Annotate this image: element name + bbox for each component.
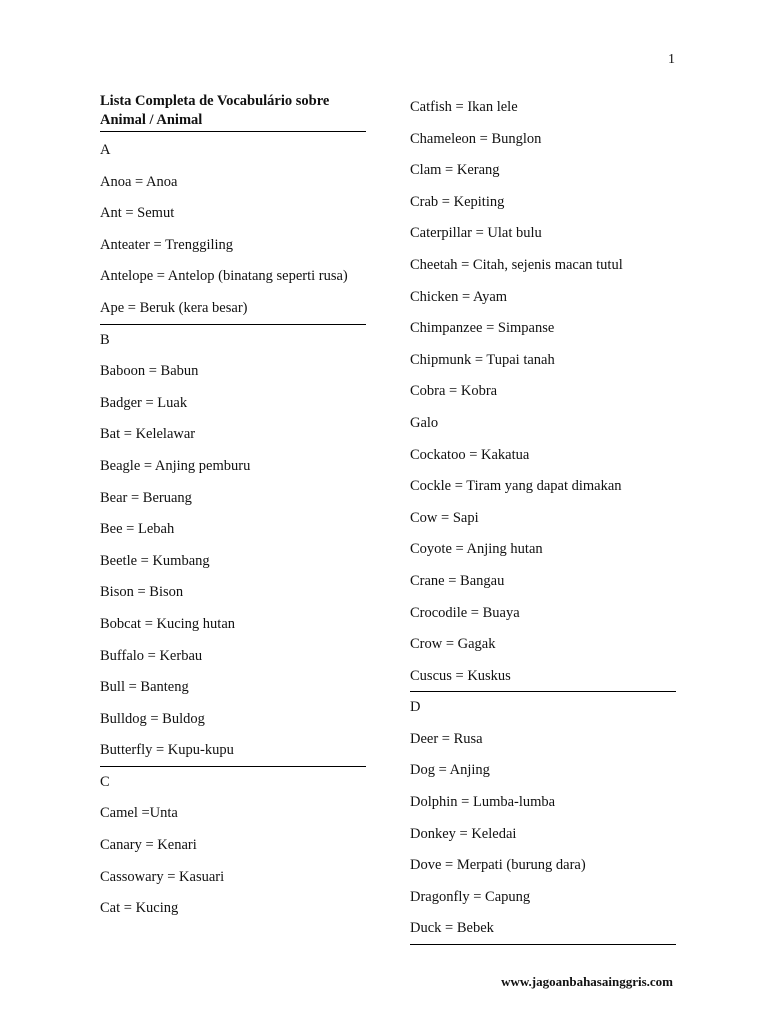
vocab-entry: Antelope = Antelop (binatang seperti rusa) <box>100 268 348 285</box>
title-line-2: Animal / Animal <box>100 112 203 128</box>
vocab-entry: Bat = Kelelawar <box>100 426 196 443</box>
vocab-entry: Cow = Sapi <box>410 509 479 526</box>
vocab-entry: Crocodile = Buaya <box>410 604 520 621</box>
vocab-entry: Ape = Beruk (kera besar) <box>100 293 366 325</box>
title-line-1: Lista Completa de Vocabulário sobre <box>100 93 330 109</box>
vocab-entry: Baboon = Babun <box>100 363 199 380</box>
footer-website: www.jagoanbahasainggris.com <box>501 974 673 989</box>
vocab-entry: Chipmunk = Tupai tanah <box>410 351 555 368</box>
vocab-entry: Badger = Luak <box>100 394 188 411</box>
vocab-entry: Cat = Kucing <box>100 900 179 917</box>
vocab-entry: Chicken = Ayam <box>410 288 508 305</box>
section-letter: D <box>410 699 421 716</box>
vocab-entry: Galo <box>410 414 439 431</box>
vocab-entry: Anoa = Anoa <box>100 173 178 190</box>
vocab-entry: Clam = Kerang <box>410 162 500 179</box>
vocab-entry: Cuscus = Kuskus <box>410 661 676 693</box>
vocab-entry: Bobcat = Kucing hutan <box>100 615 236 632</box>
vocab-entry: Bear = Beruang <box>100 489 192 506</box>
vocab-entry: Butterfly = Kupu-kupu <box>100 735 366 767</box>
vocab-entry: Crow = Gagak <box>410 636 496 653</box>
right-entries <box>410 92 676 945</box>
section-letter: C <box>100 773 110 790</box>
vocab-entry: Anteater = Trenggiling <box>100 236 234 253</box>
vocab-entry: Caterpillar = Ulat bulu <box>410 225 542 242</box>
vocab-entry: Bull = Banteng <box>100 679 189 696</box>
vocab-entry: Duck = Bebek <box>410 913 676 945</box>
vocab-entry: Dog = Anjing <box>410 762 490 779</box>
vocab-entry: Beetle = Kumbang <box>100 552 210 569</box>
vocab-entry: Cockle = Tiram yang dapat dimakan <box>410 478 622 495</box>
vocab-entry: Chimpanzee = Simpanse <box>410 320 555 337</box>
vocab-entry: Crab = Kepiting <box>410 193 505 210</box>
right-column <box>410 92 676 945</box>
left-entries <box>100 135 366 925</box>
vocab-entry: Dolphin = Lumba-lumba <box>410 794 556 811</box>
vocab-entry: Donkey = Keledai <box>410 825 517 842</box>
vocab-entry: Crane = Bangau <box>410 572 505 589</box>
vocab-entry: Dragonfly = Capung <box>410 888 531 905</box>
vocab-entry: Dove = Merpati (burung dara) <box>410 857 586 874</box>
vocab-entry: Cassowary = Kasuari <box>100 868 225 885</box>
vocab-entry: Cheetah = Citah, sejenis macan tutul <box>410 256 623 273</box>
vocab-entry: Beagle = Anjing pemburu <box>100 457 251 474</box>
vocab-entry: Buffalo = Kerbau <box>100 647 203 664</box>
section-letter: A <box>100 142 111 158</box>
vocab-entry: Camel =Unta <box>100 805 178 822</box>
vocab-entry: Catfish = Ikan lele <box>410 99 518 115</box>
document-title <box>100 92 366 132</box>
vocab-entry: Bison = Bison <box>100 584 184 601</box>
vocab-entry: Chameleon = Bunglon <box>410 130 542 147</box>
vocab-entry: Deer = Rusa <box>410 730 483 747</box>
vocab-entry: Cockatoo = Kakatua <box>410 446 530 463</box>
section-letter: B <box>100 331 110 348</box>
vocab-entry: Ant = Semut <box>100 205 175 222</box>
page-number: 1 <box>668 52 675 67</box>
vocab-entry: Bulldog = Buldog <box>100 710 205 727</box>
vocab-entry: Bee = Lebah <box>100 521 175 538</box>
vocab-entry: Cobra = Kobra <box>410 383 498 400</box>
left-column <box>100 92 366 925</box>
vocab-entry: Coyote = Anjing hutan <box>410 541 543 558</box>
vocab-entry: Canary = Kenari <box>100 837 197 854</box>
